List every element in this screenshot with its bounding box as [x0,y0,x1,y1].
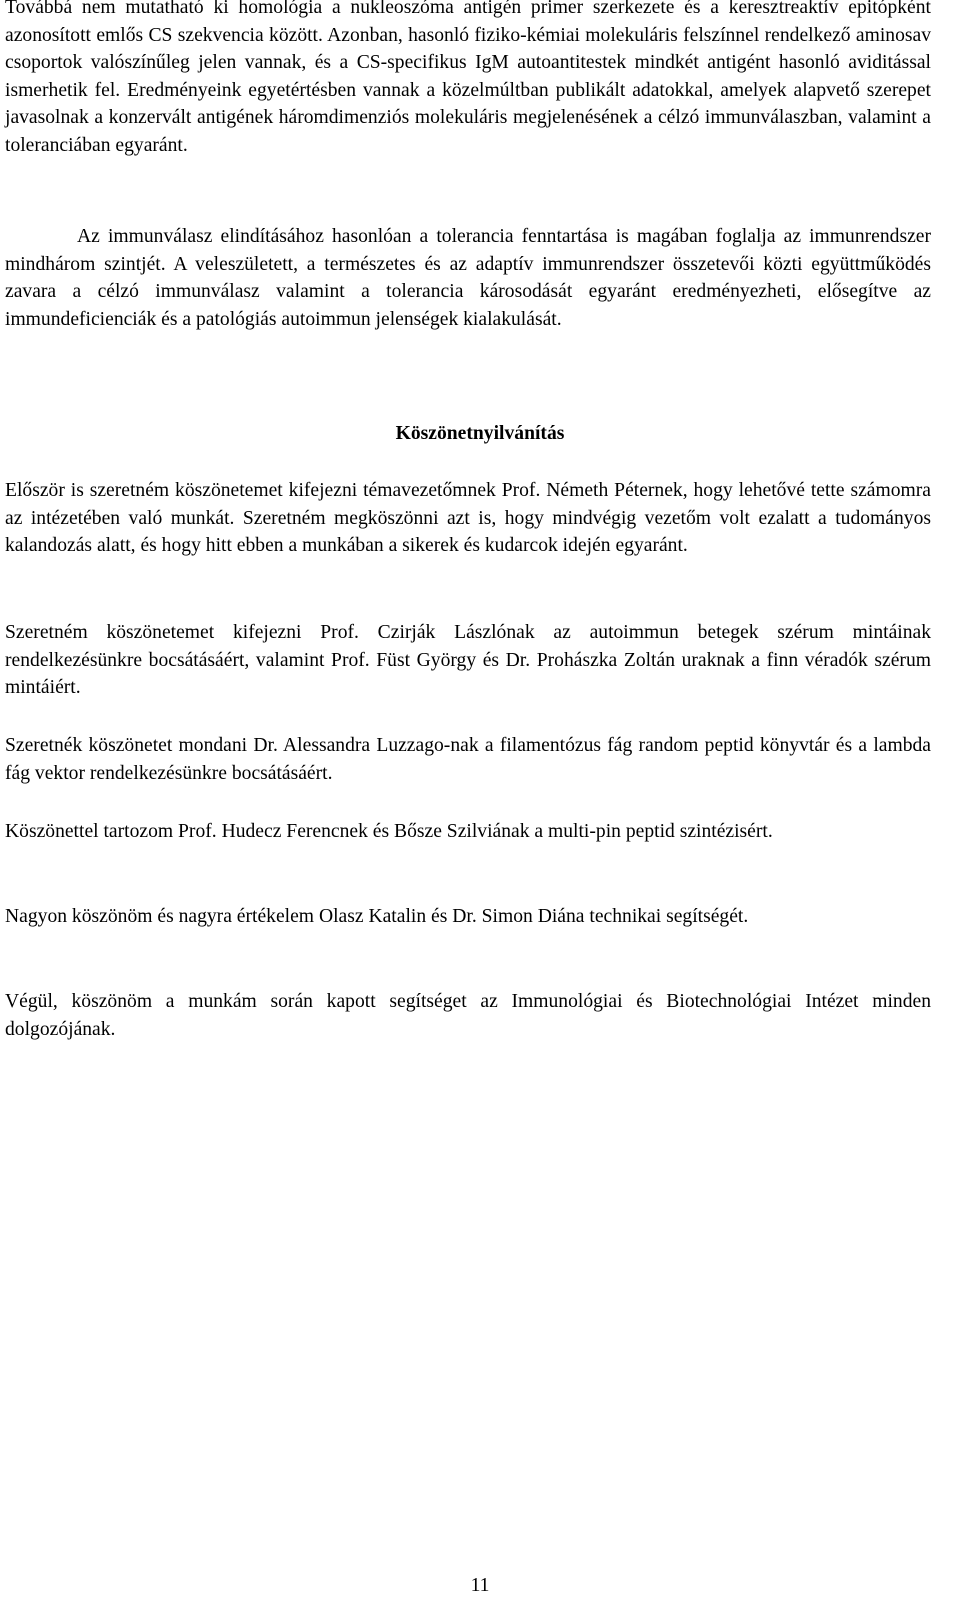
acknowledgements-heading: Köszönetnyilvánítás [395,423,565,444]
acknowledgement-paragraph: Szeretnék köszönetet mondani Dr. Alessandra Luzzago-nak a filamentózus fág random peptid könyvtár és a lambda fág vektor rendelkezésünkre bocsátásáért. [5,735,931,784]
acknowledgement-paragraph: Először is szeretném köszönetemet kifejezni témavezetőmnek Prof. Németh Péternek, hogy lehetővé tette számomra az intézetében való munkát. Szeretném megköszönni azt is, hogy mindvégig vezetőm volt ezalatt a tudományos kalandozás alatt, és hogy hitt ebben a munkában a sikerek és kudarcok idején egyaránt. [5,480,931,557]
acknowledgement-paragraph: Köszönettel tartozom Prof. Hudecz Ferencnek és Bősze Szilviának a multi-pin peptid szintézisért. [5,821,773,842]
body-paragraph: Az immunválasz elindításához hasonlóan a tolerancia fenntartása is magában foglalja az immunrendszer mindhárom szintjét. A veleszületett, a természetes és az adaptív immunrendszer összetevői közti együttműködés zavara a célzó immunválasz valamint a tolerancia károsodását egyaránt eredményezheti, elősegítve az immundeficienciák és a patológiás autoimmun jelenségek kialakulását. [5,226,931,330]
acknowledgement-paragraph: Végül, köszönöm a munkám során kapott segítséget az Immunológiai és Biotechnológiai Intézet minden dolgozójának. [5,991,931,1040]
page-number: 11 [470,1575,490,1596]
acknowledgement-paragraph: Szeretném köszönetemet kifejezni Prof. Czirják Lászlónak az autoimmun betegek szérum mintáinak rendelkezésünkre bocsátásáért, valamint Prof. Füst György és Dr. Prohászka Zoltán uraknak a finn véradók szérum mintáiért. [5,622,931,699]
acknowledgement-paragraph: Nagyon köszönöm és nagyra értékelem Olasz Katalin és Dr. Simon Diána technikai segítségét. [5,906,749,927]
body-paragraph: Továbbá nem mutatható ki homológia a nukleoszóma antigén primer szerkezete és a keresztreaktív epitópként azonosított emlős CS szekvencia között. Azonban, hasonló fiziko-kémiai molekuláris felszínnel rendelkező aminosav csoportok valószínűleg jelen vannak, és a CS-specifikus IgM autoantitestek mindkét antigént hasonló aviditással ismerhetik fel. Eredményeink egyetértésben vannak a közelmúltban publikált adatokkal, amelyek alapvető szerepet javasolnak a konzervált antigének háromdimenziós molekuláris megjelenésének a célzó immunválaszban, valamint a toleranciában egyaránt. [5,0,931,156]
